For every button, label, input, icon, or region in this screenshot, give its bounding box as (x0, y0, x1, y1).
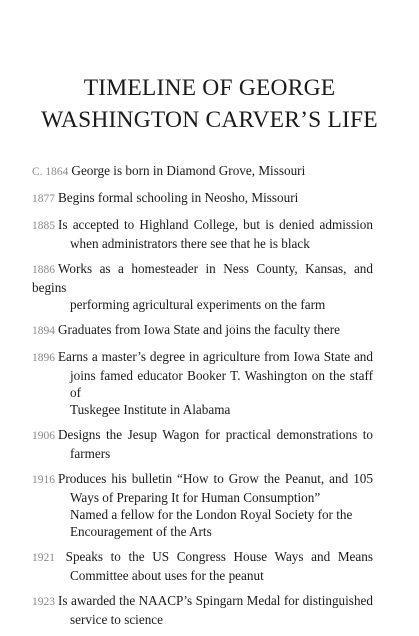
timeline-list (32, 162, 373, 636)
entry-year: 1896 (32, 352, 55, 364)
timeline-entry-1906 (32, 426, 373, 462)
timeline-entry-1885 (32, 216, 373, 252)
entry-year: 1885 (32, 220, 55, 232)
timeline-entry-1921 (32, 548, 373, 584)
entry-text: Begins formal schooling in Neosho, Missouri (58, 190, 299, 205)
entry-text: Produces his bulletin “How to Grow the Peanut, and 105 (58, 471, 373, 486)
entry-text: Is accepted to Highland College, but is denied admission (58, 217, 373, 232)
page-title (0, 72, 419, 136)
entry-text: farmers (70, 446, 111, 461)
entry-year: 1923 (32, 596, 55, 608)
timeline-entry-1894 (32, 321, 373, 340)
entry-year: 1921 (32, 552, 55, 564)
title-line-2: WASHINGTON CARVER’S LIFE (41, 107, 378, 133)
entry-text: Tuskegee Institute in Alabama (70, 402, 231, 417)
entry-text: Named a fellow for the London Royal Society for the (70, 507, 353, 522)
entry-text: Ways of Preparing It for Human Consumption” (70, 490, 321, 505)
entry-text: George is born in Diamond Grove, Missouri (71, 163, 306, 178)
entry-text: Earns a master’s degree in agriculture from Iowa State and (58, 349, 373, 364)
entry-year: 1906 (32, 430, 55, 442)
entry-text: Committee about uses for the peanut (70, 568, 264, 583)
timeline-entry-1896 (32, 348, 373, 418)
timeline-entry-1864 (32, 162, 373, 181)
entry-year: 1916 (32, 474, 55, 486)
entry-year: 1877 (32, 193, 55, 205)
entry-text: Graduates from Iowa State and joins the faculty there (58, 322, 340, 337)
entry-text: Works as a homesteader in Ness County, Kansas, and begins (32, 261, 373, 295)
timeline-entry-1886 (32, 260, 373, 313)
entry-text: Speaks to the US Congress House Ways and Means (58, 549, 373, 564)
entry-year: C. 1864 (32, 166, 69, 178)
timeline-entry-1923 (32, 592, 373, 628)
timeline-entry-1916 (32, 470, 373, 540)
timeline-entry-1877 (32, 189, 373, 208)
entry-text: when administrators there see that he is black (70, 236, 310, 251)
entry-text: Is awarded the NAACP’s Spingarn Medal for distinguished (58, 593, 373, 608)
entry-text: Encouragement of the Arts (70, 524, 212, 539)
entry-text: Designs the Jesup Wagon for practical demonstrations to (58, 427, 373, 442)
entry-text: performing agricultural experiments on the farm (70, 297, 326, 312)
entry-text: service to science (70, 612, 163, 627)
entry-year: 1894 (32, 325, 55, 337)
entry-text: joins famed educator Booker T. Washington on the staff of (70, 368, 373, 400)
title-line-1: TIMELINE OF GEORGE (83, 75, 336, 101)
entry-year: 1886 (32, 264, 55, 276)
